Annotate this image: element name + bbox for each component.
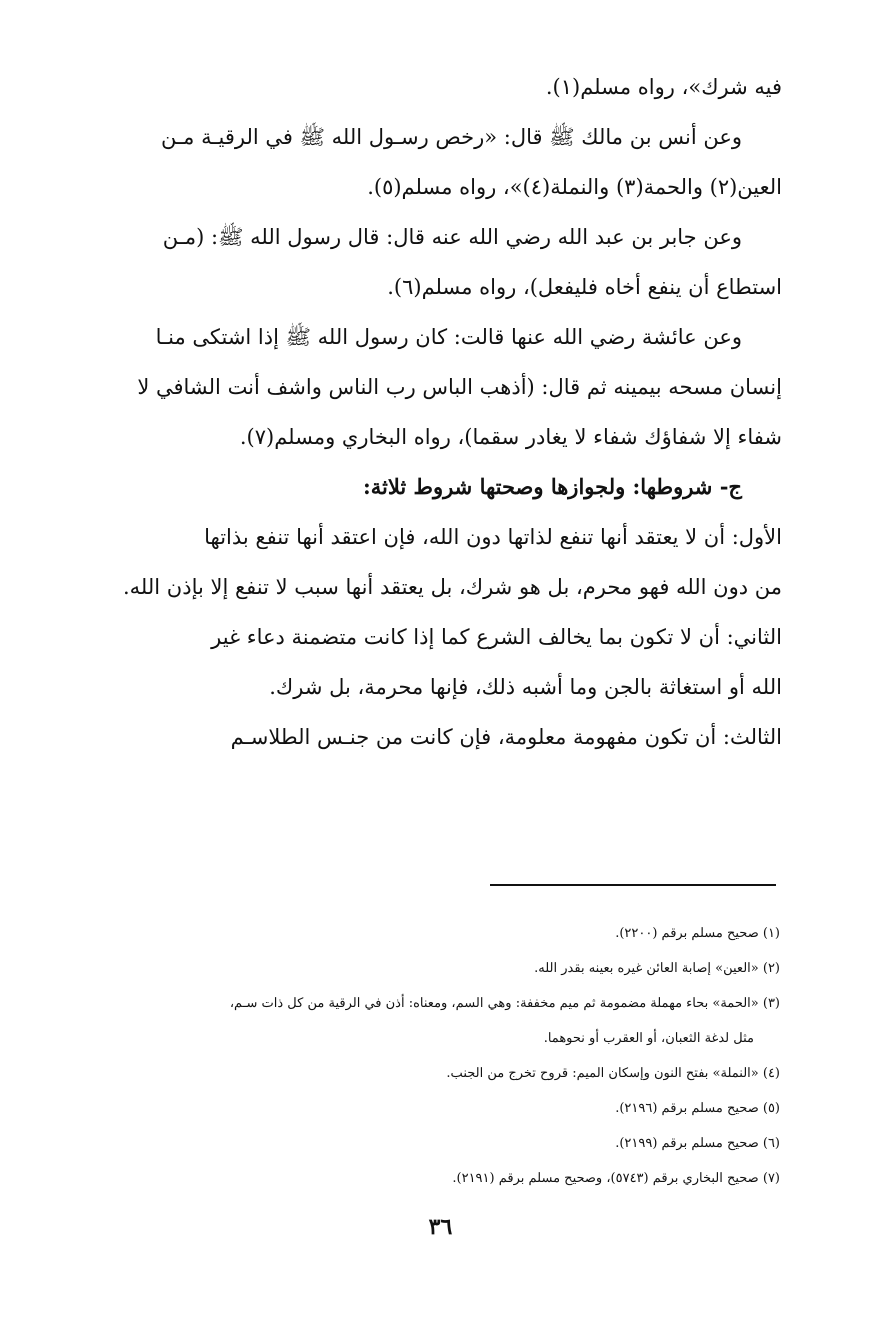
body-line: وعن أنس بن مالك ﷺ قال: «رخص رسـول الله ﷺ في الرقيـة مـن	[161, 125, 742, 149]
footnote: (١) صحيح مسلم برقم (٢٢٠٠).	[615, 926, 780, 941]
body-line: وعن عائشة رضي الله عنها قالت: كان رسول الله ﷺ إذا اشتكى منـا	[155, 325, 742, 349]
footnote: (٥) صحيح مسلم برقم (٢١٩٦).	[615, 1101, 780, 1116]
footnote: (٣) «الحمة» بحاء مهملة مضمومة ثم ميم مخففة: وهي السم، ومعناه: أذن في الرقية من كل ذات سـم،	[229, 996, 780, 1011]
section-heading: ج- شروطها: ولجوازها وصحتها شروط ثلاثة:	[362, 474, 742, 499]
footnote: (٧) صحيح البخاري برقم (٥٧٤٣)، وصحيح مسلم برقم (٢١٩١).	[452, 1171, 780, 1186]
footnote-continuation: مثل لدغة الثعبان، أو العقرب أو نحوهما.	[543, 1031, 754, 1046]
body-line: الأول: أن لا يعتقد أنها تنفع لذاتها دون الله، فإن اعتقد أنها تنفع بذاتها	[204, 525, 782, 549]
body-line: الثاني: أن لا تكون بما يخالف الشرع كما إذا كانت متضمنة دعاء غير	[211, 625, 782, 649]
body-line: إنسان مسحه بيمينه ثم قال: (أذهب الباس رب الناس واشف أنت الشافي لا	[137, 375, 782, 399]
body-line: استطاع أن ينفع أخاه فليفعل)، رواه مسلم(٦).	[387, 275, 782, 299]
body-line: من دون الله فهو محرم، بل هو شرك، بل يعتقد أنها سبب لا تنفع إلا بإذن الله.	[123, 575, 782, 599]
body-line: الثالث: أن تكون مفهومة معلومة، فإن كانت من جنـس الطلاسـم	[230, 725, 782, 749]
page-number: ٣٦	[428, 1214, 453, 1240]
body-line: الله أو استغاثة بالجن وما أشبه ذلك، فإنها محرمة، بل شرك.	[269, 675, 782, 699]
footnotes	[100, 916, 780, 1196]
footnote-divider	[490, 884, 776, 886]
footnote: (٤) «النملة» بفتح النون وإسكان الميم: قروح تخرج من الجنب.	[446, 1066, 780, 1081]
main-text	[82, 62, 782, 762]
body-line: وعن جابر بن عبد الله رضي الله عنه قال: قال رسول الله ﷺ: (مـن	[162, 225, 742, 249]
body-line: فيه شرك»، رواه مسلم(١).	[545, 75, 782, 99]
footnote: (٦) صحيح مسلم برقم (٢١٩٩).	[615, 1136, 780, 1151]
footnote: (٢) «العين» إصابة العائن غيره بعينه بقدر الله.	[534, 961, 780, 976]
body-line: شفاء إلا شفاؤك شفاء لا يغادر سقما)، رواه البخاري ومسلم(٧).	[239, 425, 782, 449]
body-line: العين(٢) والحمة(٣) والنملة(٤)»، رواه مسلم(٥).	[367, 175, 782, 199]
